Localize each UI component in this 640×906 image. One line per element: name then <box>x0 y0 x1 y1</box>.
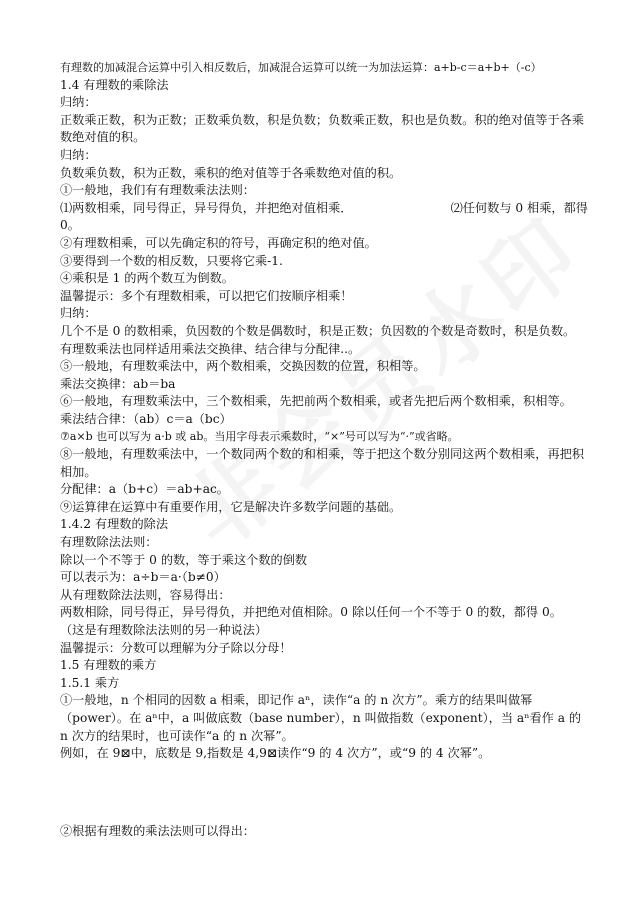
division-note: （这是有理数除法法则的另一种说法） <box>60 623 268 637</box>
document-body <box>60 59 588 840</box>
summary-label: 归纳： <box>60 95 97 110</box>
rule-continuation: 0。 <box>60 218 80 233</box>
rule-item-5: ⑤一般地，有理数乘法中，两个数相乘，交换因数的位置，积相等。 <box>60 359 426 374</box>
rule-item-8: ⑧一般地，有理数乘法中，一个数同两个数的和相乘，等于把这个数分别同这两个数相乘，再把积相加。 <box>60 447 585 479</box>
distributive-law: 分配律：a（b+c）＝ab+ac。 <box>60 482 229 497</box>
associative-law: 乘法结合律：（ab）c＝a（bc） <box>60 411 232 426</box>
section-heading-1-5-1: 1.5.1 乘方 <box>60 675 120 690</box>
rule-item-9: ⑨运算律在运算中有重要作用，它是解决许多数学问题的基础。 <box>60 499 402 514</box>
rule-part-1: ⑴两数相乘，同号得正，异号得负，并把绝对值相乘． <box>60 200 353 215</box>
section-heading-1-5: 1.5 有理数的乘方 <box>60 658 157 673</box>
paragraph-sign-rule: 正数乘正数，积为正数；正数乘负数，积是负数；负数乘正数，积也是负数。积的绝对值等于各乘数绝对值的积。 <box>60 112 585 145</box>
power-definition: ①一般地，n 个相同的因数 a 相乘，即记作 aⁿ，读作“a 的 n 次方”。乘方的结果叫做幂（power）。在 aⁿ中，a 叫做底数（base number），n 叫做指数（exponent），当 aⁿ看作 a 的 n 次方的结果时，也可读作“a 的 n 次幂”。 <box>60 693 582 743</box>
power-sign-rule-intro: ②根据有理数的乘法法则可以得出： <box>60 823 255 838</box>
tip-fraction: 温馨提示：分数可以理解为分子除以分母！ <box>60 640 292 655</box>
rule-line <box>60 200 588 218</box>
section-heading-1-4-2: 1.4.2 有理数的除法 <box>60 517 169 532</box>
rule-part-2: ⑵任何数与 0 相乘，都得 <box>450 200 588 215</box>
division-rule-label: 有理数除法法则： <box>60 535 158 550</box>
paragraph-neg-times-neg: 负数乘负数，积为正数，乘积的绝对值等于各乘数绝对值的积。 <box>60 165 402 180</box>
paragraph-negative-count: 几个不是 0 的数相乘，负因数的个数是偶数时，积是正数；负因数的个数是奇数时，积是负数。 <box>60 323 576 338</box>
blank-gap <box>60 763 588 823</box>
section-heading-1-4: 1.4 有理数的乘除法 <box>60 77 169 92</box>
tip-multiply: 温馨提示：多个有理数相乘，可以把它们按顺序相乘！ <box>60 288 353 303</box>
rule-item-4: ④乘积是 1 的两个数互为倒数。 <box>60 271 234 286</box>
rule-item-3: ③要得到一个数的相反数，只要将它乘-1. <box>60 253 283 268</box>
summary-label: 归纳： <box>60 306 97 321</box>
rule-item-7: ⑦a×b 也可以写为 a·b 或 ab。当用字母表示乘数时，“×”号可以写为“·”或省略。 <box>60 430 459 444</box>
rule-item-6: ⑥一般地，有理数乘法中，三个数相乘，先把前两个数相乘，或者先把后两个数相乘，积相等。 <box>60 394 572 409</box>
paragraph-laws: 有理数乘法也同样适用乘法交换律、结合律与分配律..。 <box>60 341 361 356</box>
division-sign-rule: 两数相除，同号得正，异号得负，并把绝对值相除。0 除以任何一个不等于 0 的数，都得 0。 <box>60 605 562 620</box>
division-derive: 从有理数除法法则，容易得出： <box>60 587 231 602</box>
power-example: 例如，在 9⊠中，底数是 9,指数是 4,9⊠读作“9 的 4 次方”，或“9 的 4 次幂”。 <box>60 746 491 761</box>
summary-label: 归纳： <box>60 147 97 162</box>
division-formula: 可以表示为：a÷b＝a·（b≠0） <box>60 570 226 585</box>
paragraph-add-sub-rule: 有理数的加减混合运算中引入相反数后，加减混合运算可以统一为加法运算：a+b-c＝a+b+（-c） <box>60 61 542 74</box>
commutative-law: 乘法交换律：ab＝ba <box>60 376 176 391</box>
division-rule: 除以一个不等于 0 的数，等于乘这个数的倒数 <box>60 552 308 567</box>
rule-intro: ①一般地，我们有有理数乘法法则： <box>60 183 255 198</box>
rule-item-2: ②有理数相乘，可以先确定积的符号，再确定积的绝对值。 <box>60 235 377 250</box>
